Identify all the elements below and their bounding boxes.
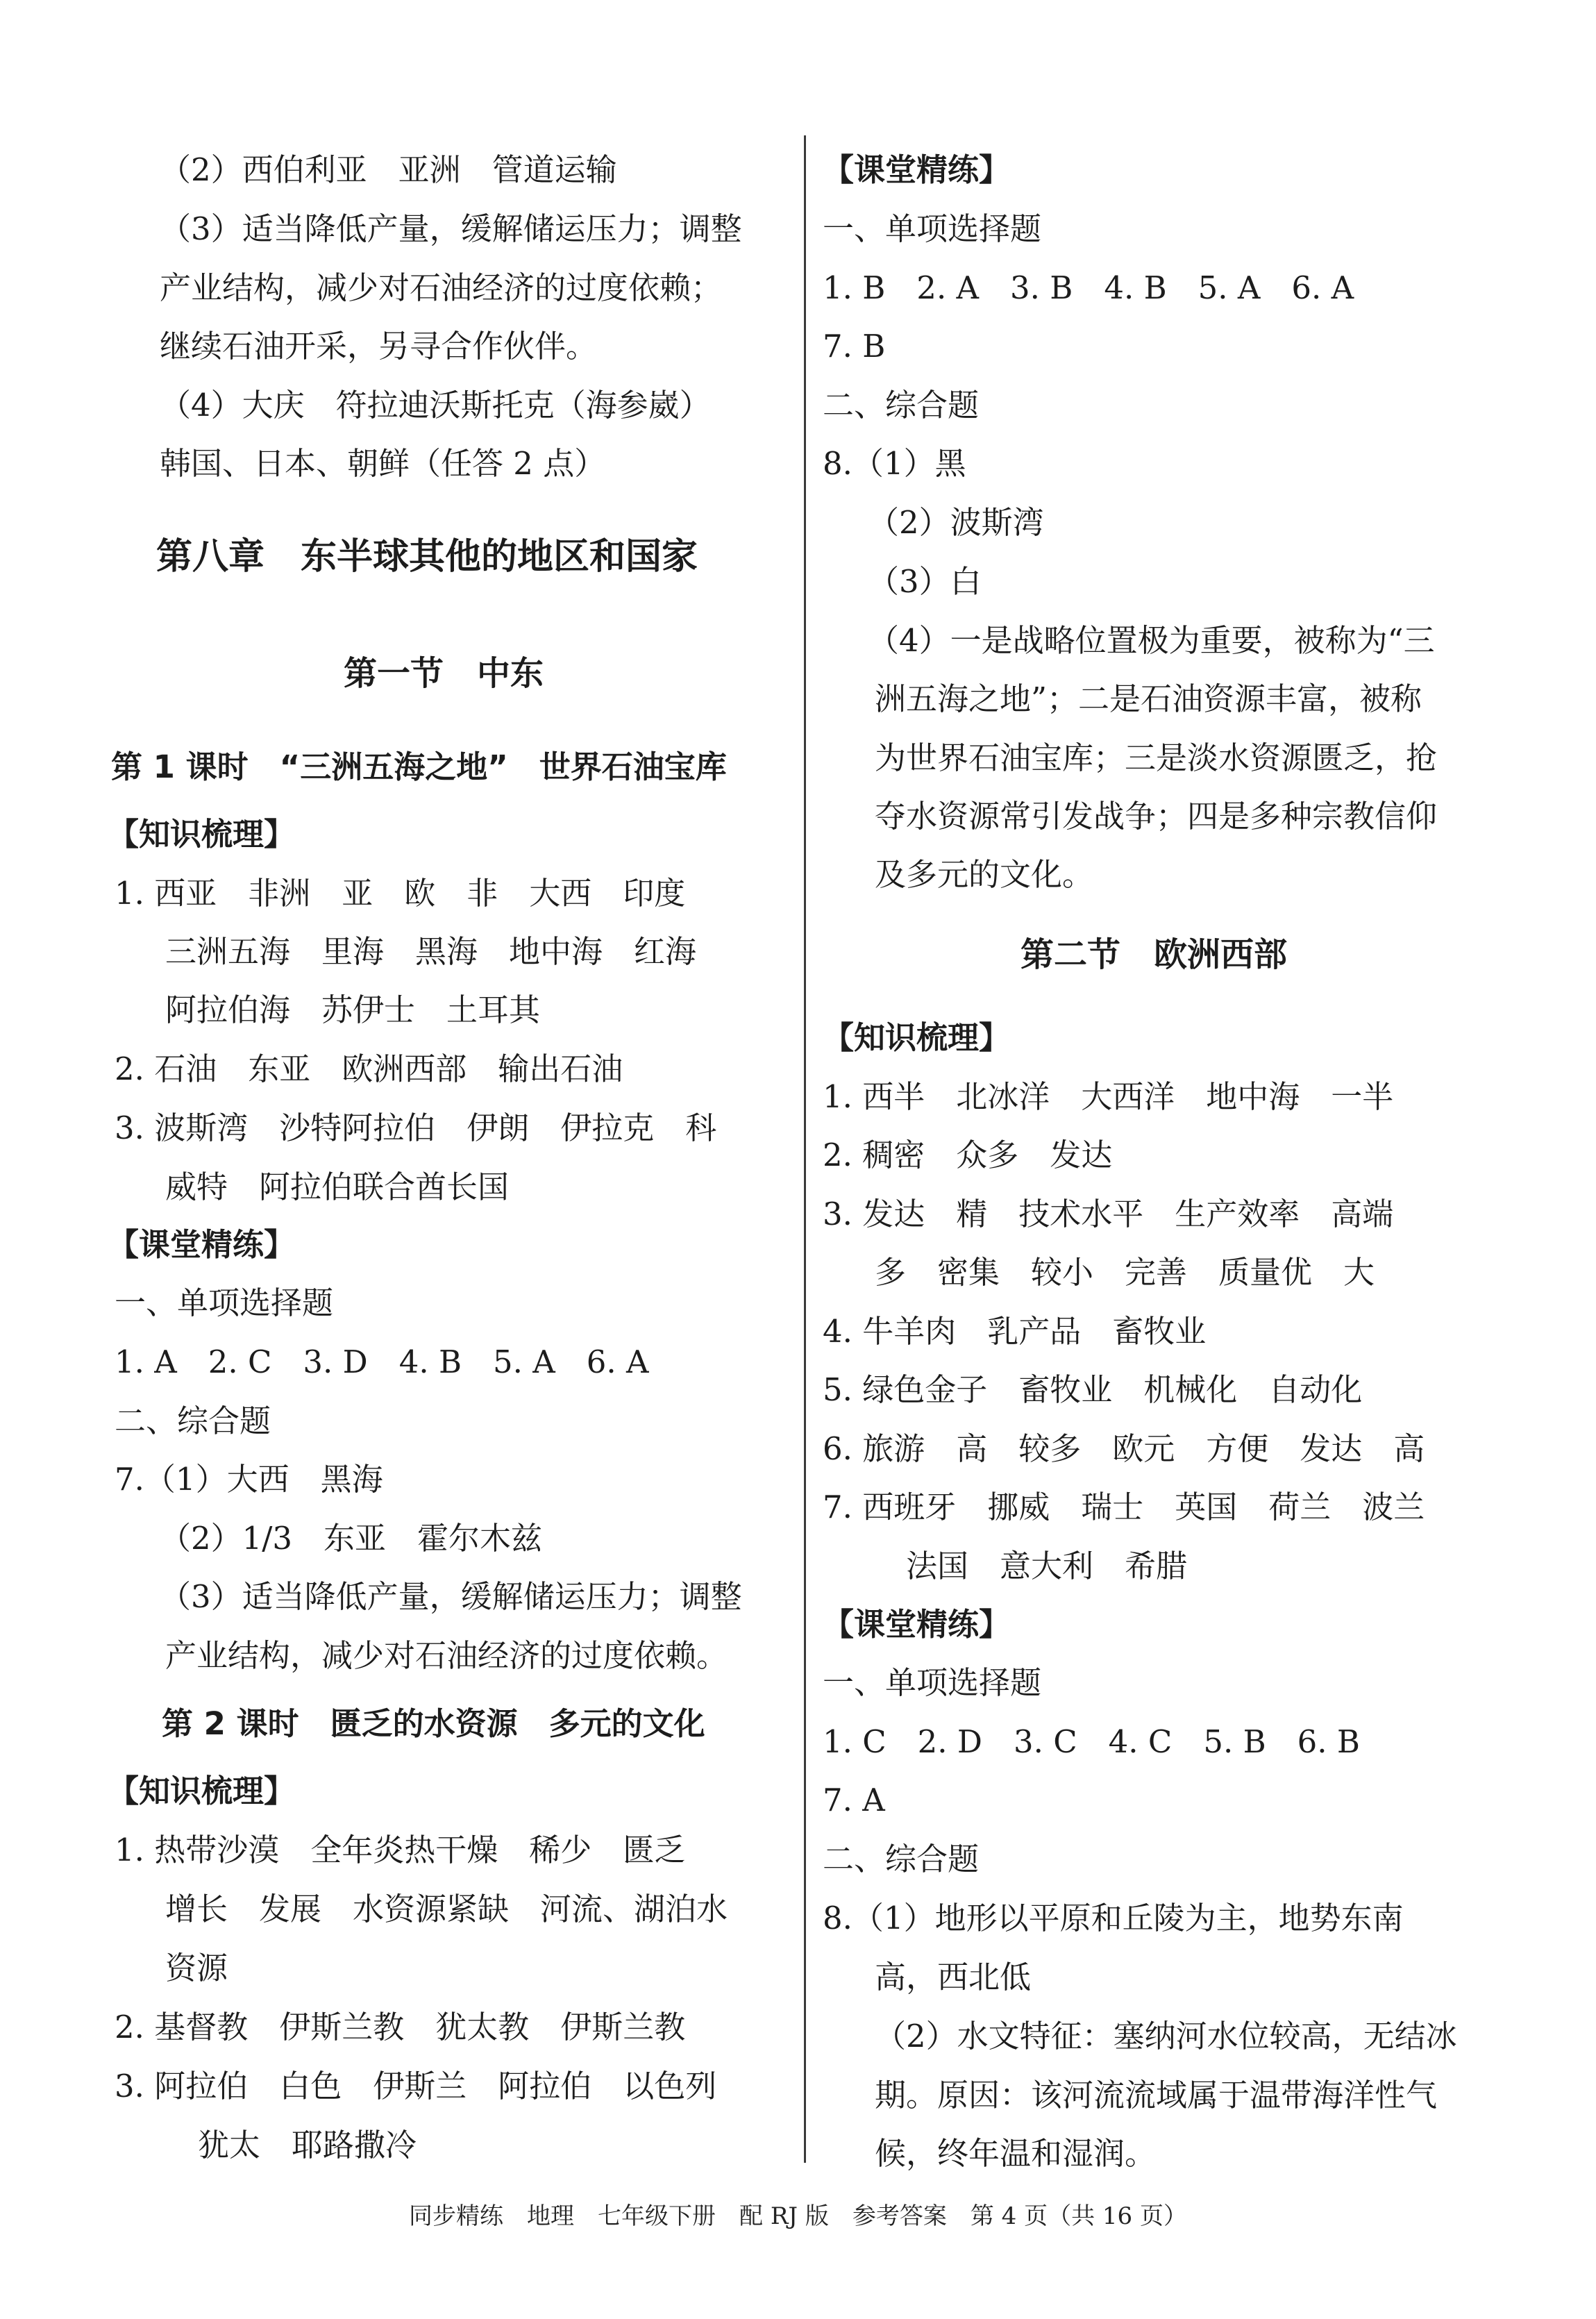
answer-line: （2）西伯利亚 亚洲 管道运输 bbox=[160, 151, 617, 188]
answer-line: 3. 发达 精 技术水平 生产效率 高端 bbox=[823, 1196, 1394, 1232]
answer-line: 威特 阿拉伯联合酋长国 bbox=[165, 1169, 510, 1205]
answer-line: 1. 西亚 非洲 亚 欧 非 大西 印度 bbox=[115, 875, 686, 912]
subsection-heading: 【知识梳理】 bbox=[108, 1773, 296, 1809]
answer-line: 阿拉伯海 苏伊士 土耳其 bbox=[165, 991, 541, 1028]
answer-line: （4）一是战略位置极为重要，被称为“三 bbox=[868, 622, 1435, 659]
answer-line: （2）波斯湾 bbox=[868, 504, 1044, 541]
answer-line: 4. 牛羊肉 乳产品 畜牧业 bbox=[823, 1313, 1207, 1350]
lesson-title: 第 2 课时 匮乏的水资源 多元的文化 bbox=[162, 1705, 705, 1742]
answer-line: 洲五海之地”；二是石油资源丰富，被称 bbox=[875, 680, 1422, 717]
answer-line: 多 密集 较小 完善 质量优 大 bbox=[875, 1254, 1375, 1291]
answer-line: 1. 西半 北冰洋 大西洋 地中海 一半 bbox=[823, 1078, 1394, 1115]
answer-line: （3）适当降低产量，缓解储运压力；调整 bbox=[160, 210, 742, 247]
page-footer: 同步精练 地理 七年级下册 配 RJ 版 参考答案 第 4 页（共 16 页） bbox=[409, 2202, 1187, 2230]
answer-line: 产业结构，减少对石油经济的过度依赖； bbox=[160, 269, 723, 306]
answer-line: 8.（1）地形以平原和丘陵为主，地势东南 bbox=[823, 1900, 1404, 1936]
answer-line: 及多元的文化。 bbox=[875, 856, 1094, 893]
subsection-heading: 【知识梳理】 bbox=[823, 1019, 1011, 1056]
question-type: 二、综合题 bbox=[823, 1841, 980, 1877]
answer-line: 法国 意大利 希腊 bbox=[906, 1548, 1188, 1584]
subsection-heading: 【知识梳理】 bbox=[108, 816, 296, 853]
answer-line: 3. 波斯湾 沙特阿拉伯 伊朗 伊拉克 科 bbox=[115, 1110, 717, 1146]
subsection-heading: 【课堂精练】 bbox=[823, 1606, 1011, 1643]
answer-line: 3. 阿拉伯 白色 伊斯兰 阿拉伯 以色列 bbox=[115, 2068, 717, 2104]
answer-line: 7.（1）大西 黑海 bbox=[115, 1461, 383, 1498]
lesson-title: 第 1 课时 “三洲五海之地” 世界石油宝库 bbox=[111, 748, 727, 785]
answer-line: 继续石油开采，另寻合作伙伴。 bbox=[160, 328, 598, 365]
answer-line: 6. 旅游 高 较多 欧元 方便 发达 高 bbox=[823, 1430, 1425, 1467]
column-divider bbox=[804, 135, 806, 2163]
answer-line: 为世界石油宝库；三是淡水资源匮乏，抢 bbox=[875, 739, 1438, 776]
question-type: 二、综合题 bbox=[115, 1403, 271, 1439]
answer-line: 资源 bbox=[165, 1950, 228, 1986]
answer-line: 1. C 2. D 3. C 4. C 5. B 6. B bbox=[823, 1723, 1360, 1760]
answer-line: 夺水资源常引发战争；四是多种宗教信仰 bbox=[875, 798, 1438, 835]
answer-line: 1. 热带沙漠 全年炎热干燥 稀少 匮乏 bbox=[115, 1832, 686, 1868]
section-title: 第二节 欧洲西部 bbox=[1020, 935, 1288, 974]
answer-line: 犹太 耶路撒冷 bbox=[198, 2127, 417, 2163]
question-type: 一、单项选择题 bbox=[823, 1664, 1042, 1701]
answer-line: 高，西北低 bbox=[875, 1959, 1032, 1995]
answer-line: （2）1/3 东亚 霍尔木兹 bbox=[160, 1520, 543, 1557]
answer-line: 期。原因：该河流流域属于温带海洋性气 bbox=[875, 2077, 1438, 2113]
answer-line: 韩国、日本、朝鲜（任答 2 点） bbox=[160, 445, 606, 482]
question-type: 一、单项选择题 bbox=[115, 1284, 334, 1321]
chapter-title: 第八章 东半球其他的地区和国家 bbox=[156, 536, 698, 578]
answer-line: 7. B bbox=[823, 328, 886, 365]
answer-line: （3）白 bbox=[868, 563, 982, 600]
answer-line: 候，终年温和湿润。 bbox=[875, 2135, 1157, 2172]
answer-line: 7. A bbox=[823, 1782, 885, 1818]
answer-line: （4）大庆 符拉迪沃斯托克（海参崴） bbox=[160, 387, 711, 424]
section-title: 第一节 中东 bbox=[344, 654, 544, 693]
answer-line: （3）适当降低产量，缓解储运压力；调整 bbox=[160, 1578, 742, 1615]
subsection-heading: 【课堂精练】 bbox=[823, 151, 1011, 188]
answer-line: 7. 西班牙 挪威 瑞士 英国 荷兰 波兰 bbox=[823, 1489, 1425, 1525]
answer-line: 2. 稠密 众多 发达 bbox=[823, 1137, 1113, 1173]
question-type: 一、单项选择题 bbox=[823, 210, 1042, 247]
answer-line: 产业结构，减少对石油经济的过度依赖。 bbox=[165, 1637, 728, 1674]
answer-line: 2. 基督教 伊斯兰教 犹太教 伊斯兰教 bbox=[115, 2009, 686, 2045]
answer-line: 三洲五海 里海 黑海 地中海 红海 bbox=[165, 933, 697, 970]
answer-line: 1. B 2. A 3. B 4. B 5. A 6. A bbox=[823, 269, 1354, 306]
answer-line: 8.（1）黑 bbox=[823, 445, 966, 482]
answer-line: 2. 石油 东亚 欧洲西部 输出石油 bbox=[115, 1050, 623, 1087]
answer-line: 增长 发展 水资源紧缺 河流、湖泊水 bbox=[165, 1891, 728, 1927]
answer-line: 1. A 2. C 3. D 4. B 5. A 6. A bbox=[115, 1343, 649, 1380]
question-type: 二、综合题 bbox=[823, 387, 980, 424]
answer-line: （2）水文特征：塞纳河水位较高，无结冰 bbox=[875, 2018, 1457, 2054]
answer-line: 5. 绿色金子 畜牧业 机械化 自动化 bbox=[823, 1371, 1363, 1408]
subsection-heading: 【课堂精练】 bbox=[108, 1226, 296, 1263]
